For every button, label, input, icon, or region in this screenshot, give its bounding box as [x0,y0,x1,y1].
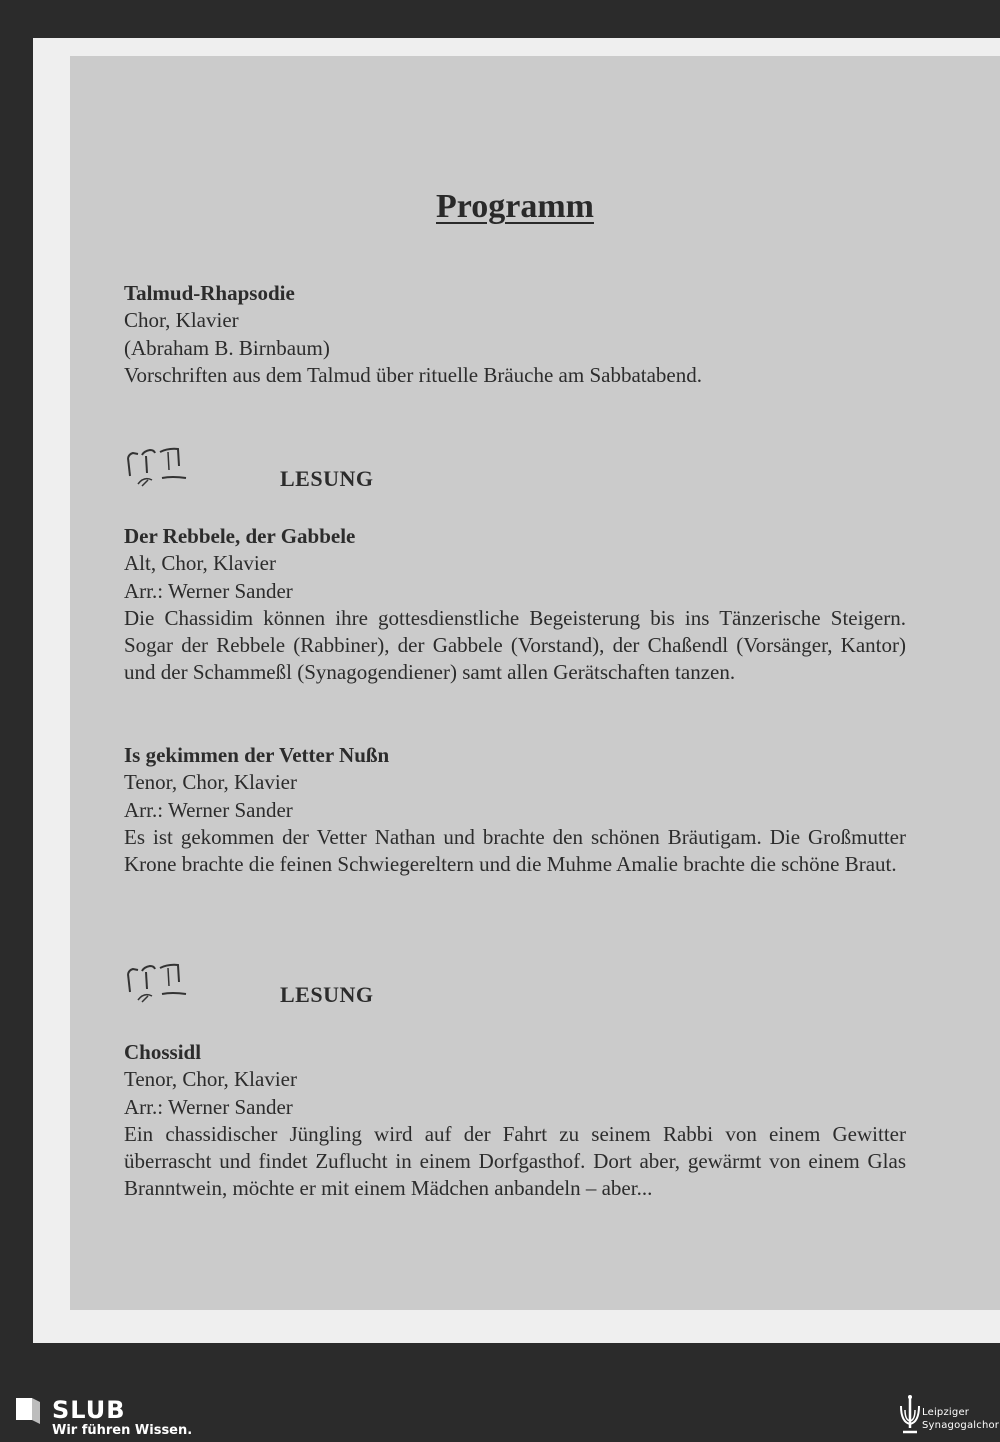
piece-credit: (Abraham B. Birnbaum) [124,335,330,360]
choir-name-line2: Synagogalchor [922,1420,1000,1431]
choir-name-line1: Leipziger [922,1407,970,1418]
piece-title: Talmud-Rhapsodie [124,281,295,305]
piece-title: Is gekimmen der Vetter Nußn [124,743,390,767]
program-item-der-rebbele [124,523,906,687]
program-item-talmud-rhapsodie [124,280,906,389]
piece-description: Die Chassidim können ihre gottesdienstliche Begeisterung bis ins Tänzerische Steigern. Sogar der Rebbele (Rabbiner), der Gabbele (Vorstand), der Chaßendl (Vorsänger, Kantor) und der Schammeßl (Synagogendiener) samt allen Gerätschaften tanzen. [124,605,906,685]
reading-label: LESUNG [280,982,374,1007]
piece-scoring: Alt, Chor, Klavier [124,551,276,576]
program-item-chossidl [124,1039,906,1203]
piece-description: Ein chassidischer Jüngling wird auf der Fahrt zu seinem Rabbi von einem Gewitter überrascht und findet Zuflucht in einem Dorfgasthof. Dort aber, gewärmt von einem Glas Branntwein, möchte er mit einem Mädchen anbandeln – aber... [124,1121,906,1201]
piece-arranger: Arr.: Werner Sander [124,797,293,822]
piece-description: Vorschriften aus dem Talmud über rituelle Bräuche am Sabbatabend. [124,362,702,387]
slub-logo-icon [16,1398,40,1424]
reading-interlude [124,962,524,1022]
program-item-is-gekimmen [124,742,906,878]
piece-scoring: Tenor, Chor, Klavier [124,1067,297,1092]
piece-arranger: Arr.: Werner Sander [124,578,293,603]
reading-interlude [124,446,524,506]
footer-bar [0,1392,1000,1442]
library-tagline: Wir führen Wissen. [52,1423,193,1438]
open-book-icon [124,446,190,492]
choir-name [922,1406,1000,1432]
piece-scoring: Chor, Klavier [124,308,239,333]
reading-label: LESUNG [280,466,374,491]
open-book-icon [124,962,190,1008]
page-title: Programm [436,188,594,225]
piece-arranger: Arr.: Werner Sander [124,1094,293,1119]
library-name: SLUB [52,1396,126,1424]
piece-title: Der Rebbele, der Gabbele [124,524,356,548]
piece-scoring: Tenor, Chor, Klavier [124,770,297,795]
piece-title: Chossidl [124,1040,202,1064]
menorah-icon [897,1394,923,1438]
piece-description: Es ist gekommen der Vetter Nathan und brachte den schönen Bräutigam. Die Großmutter Krone brachte die feinen Schwiegereltern und die Muhme Amalie brachte die schöne Braut. [124,824,906,877]
